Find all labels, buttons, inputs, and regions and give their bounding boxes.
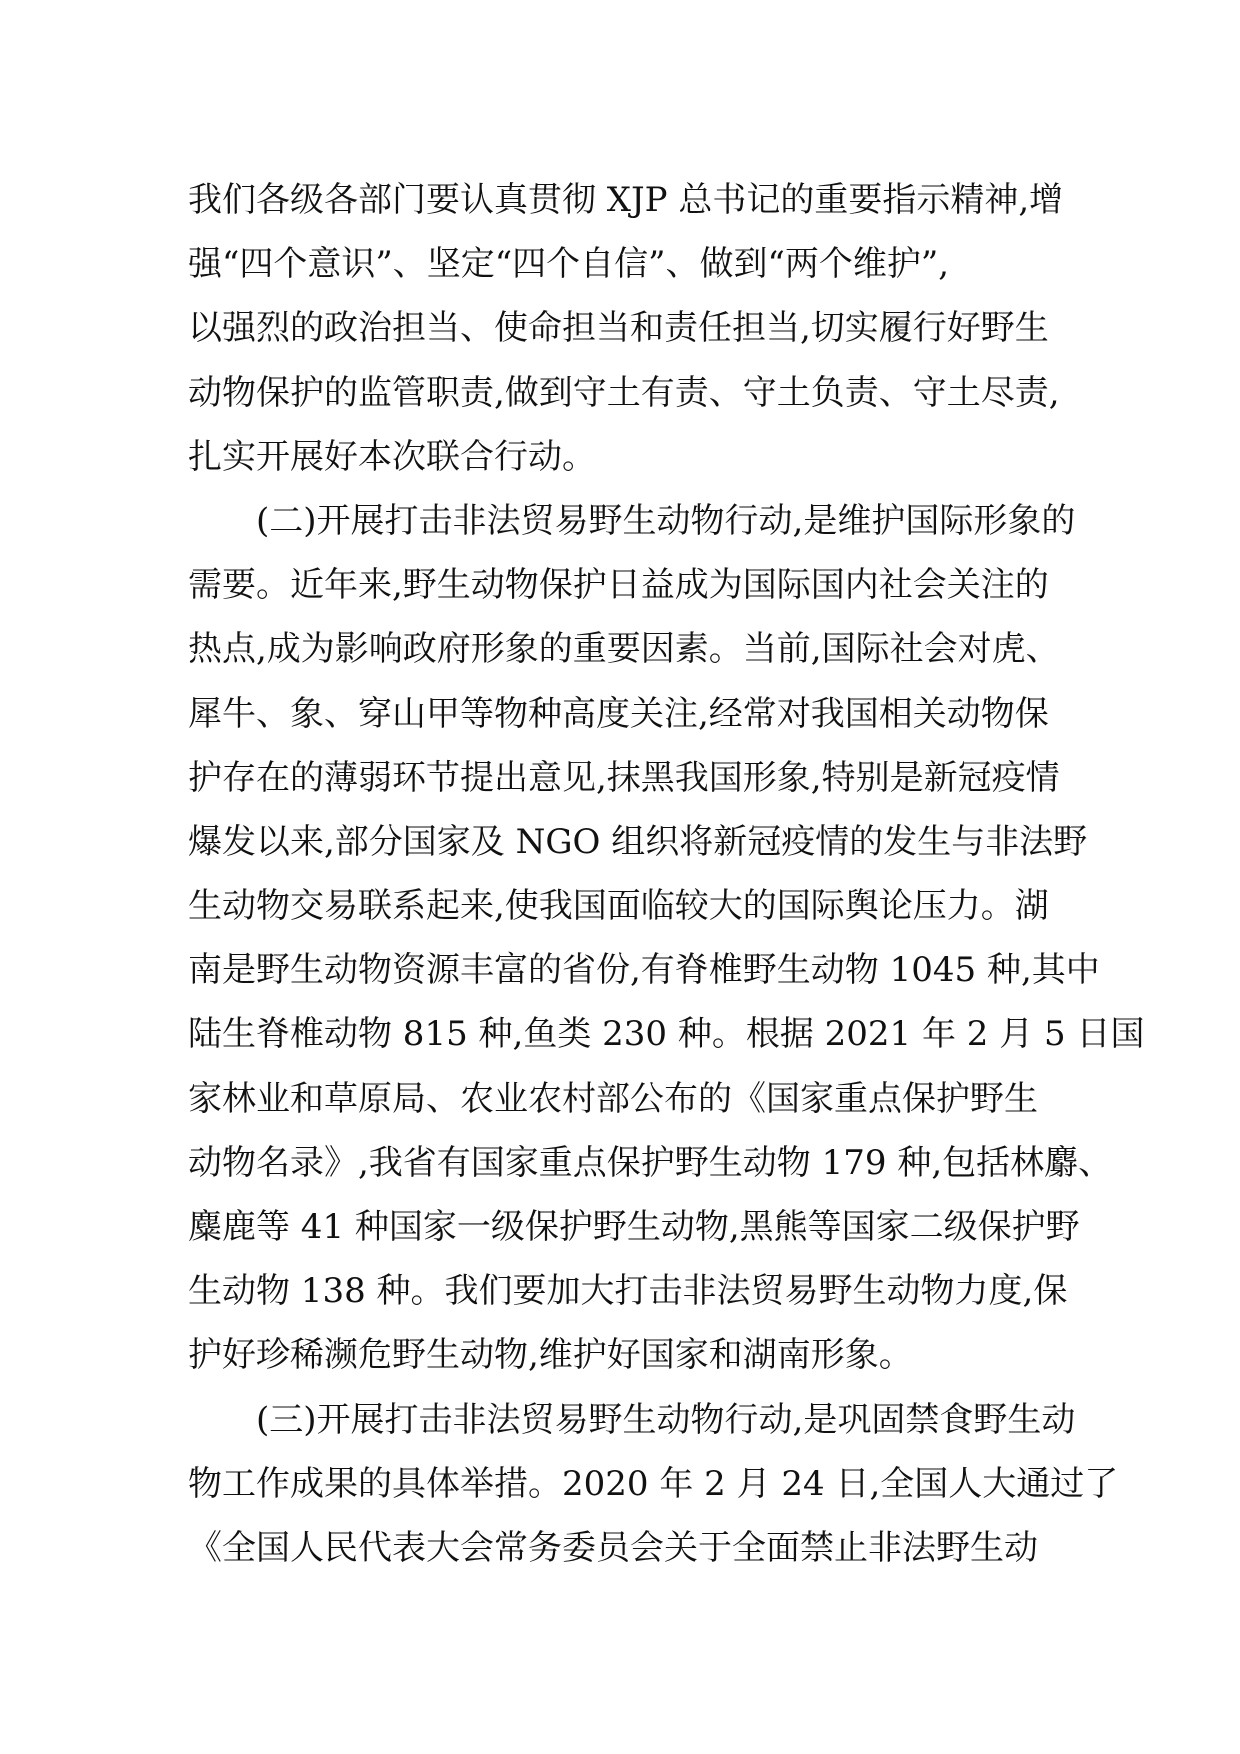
text-line: 护好珍稀濒危野生动物,维护好国家和湖南形象。 bbox=[188, 1335, 913, 1376]
text-line: (三)开展打击非法贸易野生动物行动,是巩固禁食野生动 bbox=[256, 1399, 1076, 1440]
text-line: 动物名录》,我省有国家重点保护野生动物 179 种,包括林麝、 bbox=[188, 1142, 1113, 1183]
text-line: 我们各级各部门要认真贯彻 XJP 总书记的重要指示精神,增 bbox=[188, 180, 1064, 220]
text-line: 陆生脊椎动物 815 种,鱼类 230 种。根据 2021 年 2 月 5 日国 bbox=[188, 1014, 1145, 1055]
text-line: (二)开展打击非法贸易野生动物行动,是维护国际形象的 bbox=[256, 500, 1076, 541]
text-line: 扎实开展好本次联合行动。 bbox=[188, 436, 596, 477]
body-text bbox=[188, 168, 1145, 1580]
text-line: 《全国人民代表大会常务委员会关于全面禁止非法野生动 bbox=[188, 1527, 1038, 1568]
text-line: 麋鹿等 41 种国家一级保护野生动物,黑熊等国家二级保护野 bbox=[188, 1207, 1080, 1247]
text-line: 生动物交易联系起来,使我国面临较大的国际舆论压力。湖 bbox=[188, 886, 1049, 927]
paragraph-1 bbox=[188, 168, 1068, 489]
text-line: 爆发以来,部分国家及 NGO 组织将新冠疫情的发生与非法野 bbox=[188, 821, 1088, 862]
text-line: 生动物 138 种。我们要加大打击非法贸易野生动物力度,保 bbox=[188, 1271, 1068, 1312]
text-line: 需要。近年来,野生动物保护日益成为国际国内社会关注的 bbox=[188, 565, 1049, 606]
text-line: 强“四个意识”、坚定“四个自信”、做到“两个维护”, bbox=[188, 244, 950, 285]
text-line: 南是野生动物资源丰富的省份,有脊椎野生动物 1045 种,其中 bbox=[188, 950, 1100, 991]
text-line: 热点,成为影响政府形象的重要因素。当前,国际社会对虎、 bbox=[188, 629, 1060, 670]
text-line: 以强烈的政治担当、使命担当和责任担当,切实履行好野生 bbox=[188, 308, 1049, 349]
paragraph-3 bbox=[188, 1388, 1119, 1581]
text-line: 动物保护的监管职责,做到守土有责、守土负责、守土尽责, bbox=[188, 372, 1060, 413]
text-line: 护存在的薄弱环节提出意见,抹黑我国形象,特别是新冠疫情 bbox=[188, 757, 1060, 798]
paragraph-2 bbox=[188, 489, 1145, 1388]
text-line: 物工作成果的具体举措。2020 年 2 月 24 日,全国人大通过了 bbox=[188, 1463, 1119, 1504]
text-line: 家林业和草原局、农业农村部公布的《国家重点保护野生 bbox=[188, 1078, 1038, 1119]
text-line: 犀牛、象、穿山甲等物种高度关注,经常对我国相关动物保 bbox=[188, 693, 1049, 734]
